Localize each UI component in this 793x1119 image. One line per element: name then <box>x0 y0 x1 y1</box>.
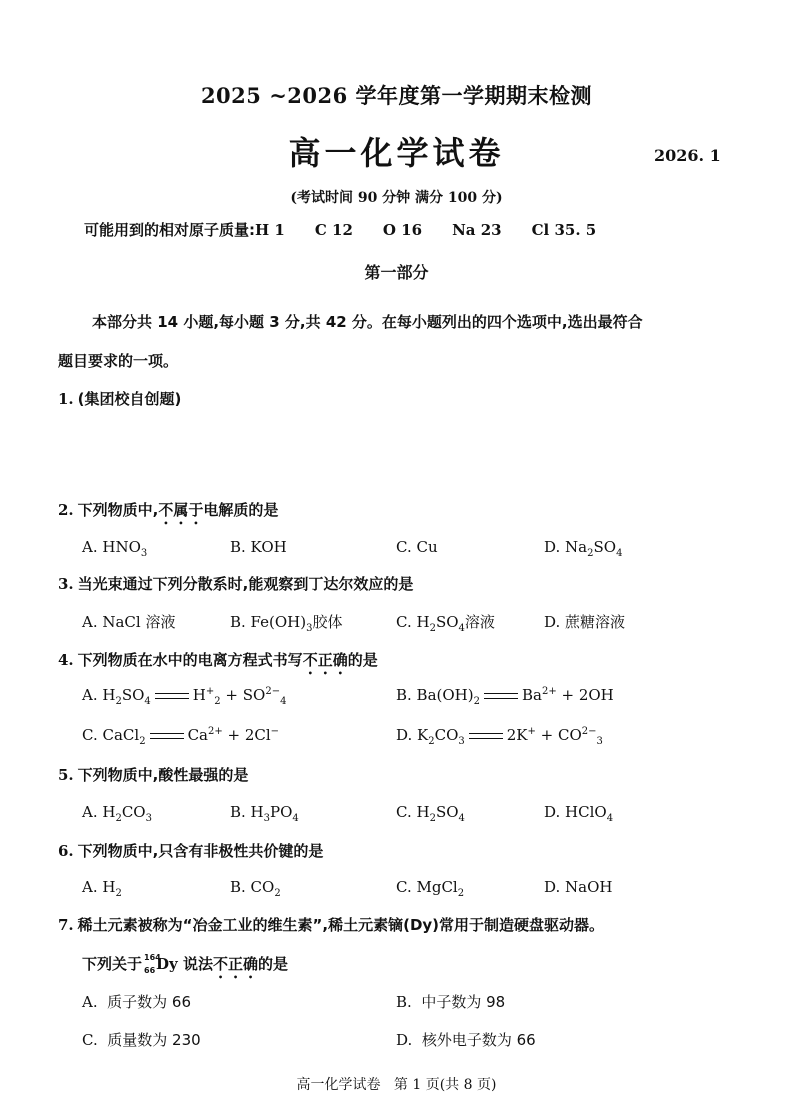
emphasized-text: 不属于 <box>158 501 204 519</box>
page-footer <box>0 1074 793 1094</box>
option-a: A. $H_2$ <box>82 878 122 899</box>
question-number: 4. <box>58 651 74 669</box>
question-number: 1. <box>58 390 74 408</box>
exam-info: (考试时间 90 分钟 满分 100 分) <box>290 190 503 206</box>
mass-o: O 16 <box>382 221 423 239</box>
exam-date: 2026. 1 <box>654 146 721 165</box>
option-d: D. $K_2CO_3$ $2K^+ + CO^{2-}_3$ <box>396 726 603 747</box>
equals-sign-icon <box>155 693 189 699</box>
question-6 <box>58 840 323 861</box>
option-a: A. 质子数为 66 <box>82 993 192 1011</box>
question-5 <box>58 764 248 785</box>
atomic-masses <box>84 219 626 240</box>
option-d: D. 核外电子数为 66 <box>396 1031 536 1049</box>
option-c: C. CaCl$_2$ $Ca^{2+} + 2Cl^-$ <box>82 726 280 747</box>
page-number: 第 1 页(共 8 页) <box>393 1077 497 1093</box>
question-7-line2: 下列关于 164 66 Dy 说法不正确的是 <box>82 952 289 975</box>
question-stem: 下列物质中,只含有非极性共价键的是 <box>77 842 324 860</box>
question-stem: 下列物质中,酸性最强的是 <box>77 766 249 784</box>
mass-cl: Cl 35. 5 <box>531 221 597 239</box>
option-b: B. $Ba(OH)_2$ $Ba^{2+} + 2OH$ <box>396 686 614 707</box>
question-stem-end: 的是 <box>347 651 378 669</box>
option-c: C. Cu <box>396 538 438 556</box>
option-d: D. $Na_2SO_4$ <box>544 538 623 559</box>
question-stem-end: 电解质的是 <box>203 501 279 519</box>
option-a: A. $HNO_3$ <box>82 538 148 559</box>
option-d: D. NaOH <box>544 878 613 896</box>
emphasized-text: 不正确 <box>212 955 258 973</box>
equals-sign-icon <box>150 733 184 739</box>
section-instructions-line1: 本部分共 14 小题,每小题 3 分,共 42 分。在每小题列出的四个选项中,选出最符合 <box>92 313 643 331</box>
option-c: C. MgCl$_2$ <box>396 878 465 899</box>
mass-na: Na 23 <box>452 221 502 239</box>
question-7 <box>58 914 604 935</box>
option-c: C. 质量数为 230 <box>82 1031 201 1049</box>
question-number: 6. <box>58 842 74 860</box>
equals-sign-icon <box>484 693 518 699</box>
option-b: B. $Fe(OH)_3$胶体 <box>230 613 343 634</box>
isotope-notation: 164 66 <box>144 952 161 975</box>
question-number: 7. <box>58 916 74 934</box>
option-b: B. KOH <box>230 538 287 556</box>
mass-c: C 12 <box>314 221 353 239</box>
option-b: B. $H_3PO_4$ <box>230 803 299 824</box>
option-a: A. $H_2CO_3$ <box>82 803 152 824</box>
exam-title: 2025 ~2026 学年度第一学期期末检测 <box>200 83 593 108</box>
atomic-masses-label: 可能用到的相对原子质量: <box>84 221 255 239</box>
option-a: A. NaCl 溶液 <box>82 613 176 631</box>
paper-title: 高一化学试卷 <box>288 134 505 172</box>
option-b: B. 中子数为 98 <box>396 993 506 1011</box>
equals-sign-icon <box>469 733 503 739</box>
section-instructions-line2: 题目要求的一项。 <box>58 352 179 370</box>
question-number: 5. <box>58 766 74 784</box>
option-c: C. $H_2SO_4$ <box>396 803 465 824</box>
question-stem: (集团校自创题) <box>77 390 182 408</box>
option-c: C. $H_2SO_4$溶液 <box>396 613 495 634</box>
question-stem: 当光束通过下列分散系时,能观察到丁达尔效应的是 <box>77 575 414 593</box>
question-1 <box>58 388 181 409</box>
emphasized-text: 不正确 <box>302 651 348 669</box>
footer-paper-title: 高一化学试卷 <box>296 1077 381 1093</box>
section-title: 第一部分 <box>364 263 429 282</box>
question-stem: 稀土元素被称为“冶金工业的维生素”,稀土元素镝(Dy)常用于制造硬盘驱动器。 <box>77 916 605 934</box>
question-number: 3. <box>58 575 74 593</box>
question-2 <box>58 499 278 528</box>
option-d: D. 蔗糖溶液 <box>544 613 626 631</box>
question-number: 2. <box>58 501 74 519</box>
option-b: B. $CO_2$ <box>230 878 281 899</box>
option-a: A. $H_2SO_4$ $H^+_2 + SO^{2-}_4$ <box>82 686 287 707</box>
question-stem: 下列物质中, <box>77 501 159 519</box>
question-stem: 下列物质在水中的电离方程式书写 <box>77 651 303 669</box>
mass-h: H 1 <box>255 221 285 239</box>
option-d: D. HClO$_4$ <box>544 803 614 824</box>
question-4 <box>58 649 378 678</box>
question-3 <box>58 573 413 594</box>
